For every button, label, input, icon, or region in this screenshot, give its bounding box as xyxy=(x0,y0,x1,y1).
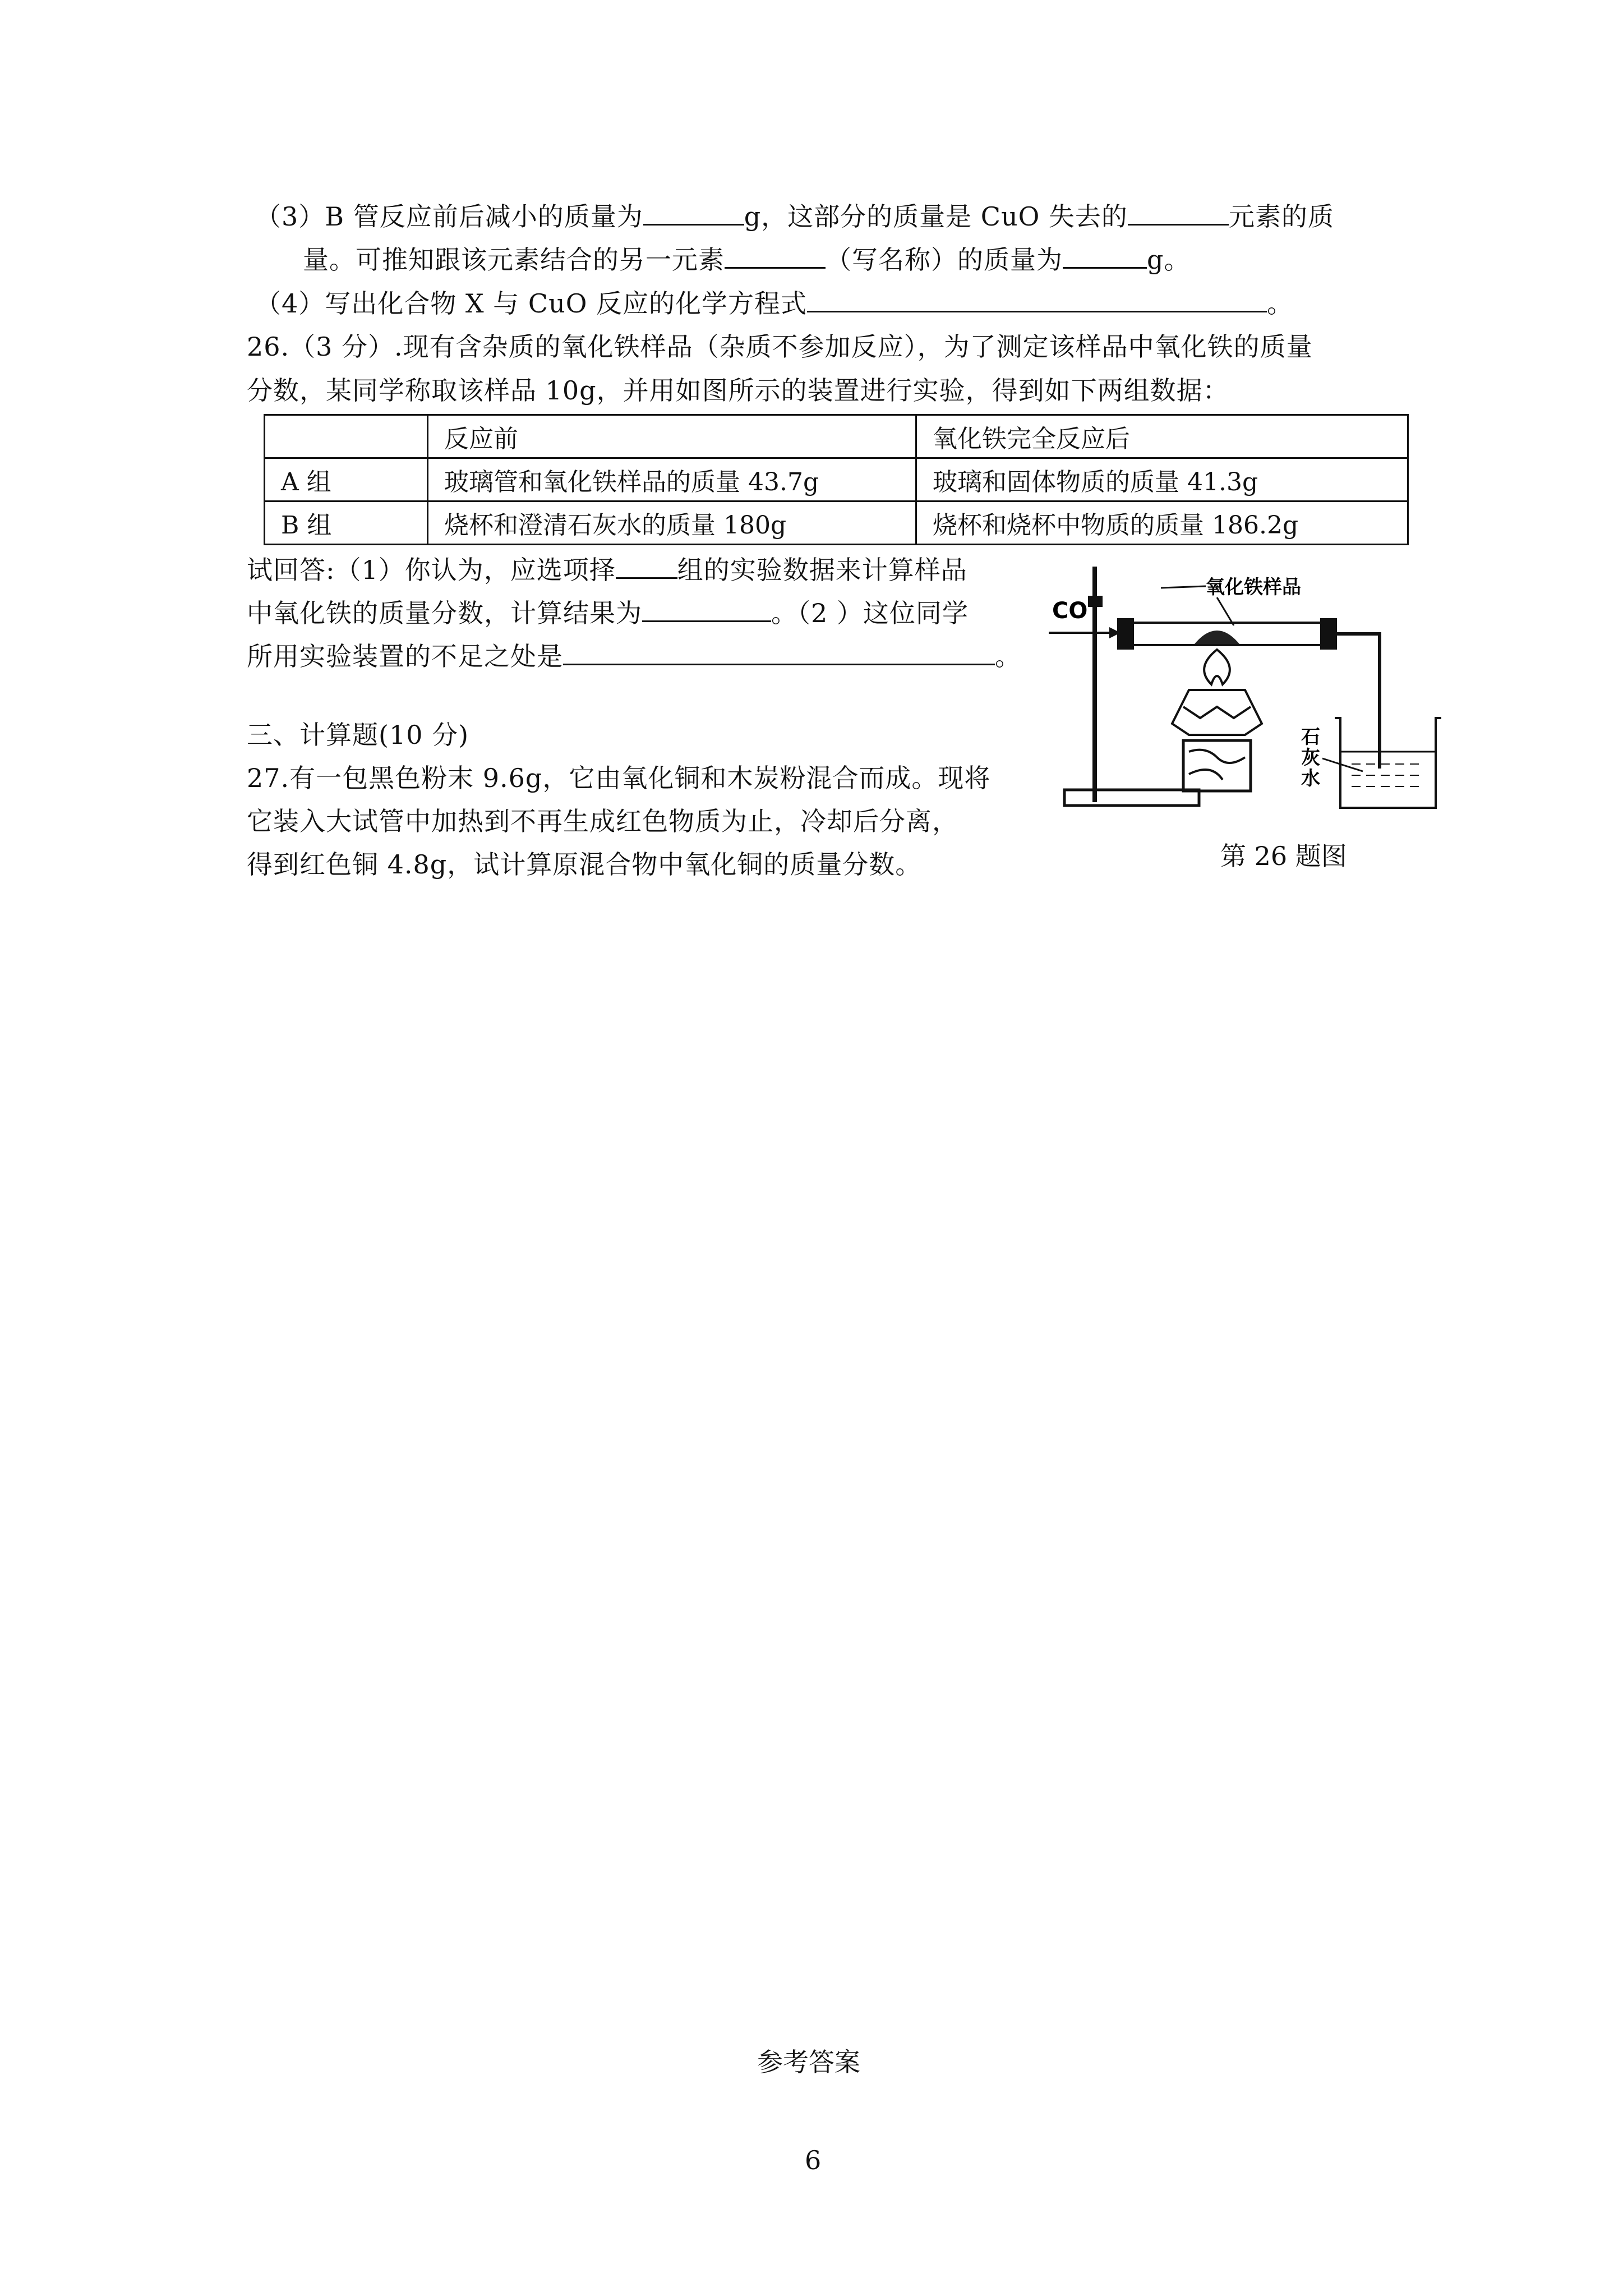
q25-part3-line2 xyxy=(303,242,1190,277)
table-cell: B 组 xyxy=(265,501,428,545)
q25-part3-line1 xyxy=(255,199,1334,233)
answer-blank[interactable] xyxy=(1063,242,1147,269)
stand-base xyxy=(1064,790,1199,806)
table-header-cell xyxy=(265,415,428,458)
q25-part3-text-d: 量。可推知跟该元素结合的另一元素 xyxy=(303,245,725,275)
tube-stopper-right xyxy=(1320,618,1337,650)
q26-intro-line1: 26.（3 分）.现有含杂质的氧化铁样品（杂质不参加反应），为了测定该样品中氧化铁的质量 xyxy=(247,332,1313,362)
section3-heading: 三、计算题(10 分) xyxy=(247,720,469,750)
answer-blank[interactable] xyxy=(643,199,744,226)
q25-part3-text-e: （写名称）的质量为 xyxy=(826,245,1063,275)
q25-part3-text-f: g。 xyxy=(1147,245,1191,275)
q25-part3-text-b: g，这部分的质量是 CuO 失去的 xyxy=(744,201,1128,232)
q26-answer-line2 xyxy=(247,596,969,630)
table-cell: 玻璃和固体物质的质量 41.3g xyxy=(916,458,1408,501)
iron-oxide-sample xyxy=(1195,631,1239,644)
burner-flame xyxy=(1204,650,1230,684)
answer-blank[interactable] xyxy=(1128,199,1229,226)
answer-blank[interactable] xyxy=(725,242,826,269)
block-texture xyxy=(1189,750,1245,780)
tube-stopper-left xyxy=(1117,618,1134,650)
q27-line: 得到红色铜 4.8g，试计算原混合物中氧化铜的质量分数。 xyxy=(247,849,922,880)
table-row xyxy=(265,501,1408,545)
figure-label-co: CO xyxy=(1052,598,1088,624)
stand-clamp xyxy=(1088,596,1103,607)
lamp-pattern xyxy=(1183,707,1251,718)
table-header-row xyxy=(265,415,1408,458)
answer-blank[interactable] xyxy=(642,596,771,622)
q26-answer-line3 xyxy=(247,639,1021,673)
answer-blank[interactable] xyxy=(563,639,995,665)
alcohol-lamp xyxy=(1172,690,1262,735)
lamp-block xyxy=(1183,740,1251,791)
figure-label-limewater: 灰 xyxy=(1301,747,1320,769)
label-leader-line xyxy=(1322,758,1363,771)
label-leader-line xyxy=(1161,586,1206,588)
figure-label-limewater: 水 xyxy=(1301,767,1320,790)
table-cell: 烧杯和烧杯中物质的质量 186.2g xyxy=(916,501,1408,545)
q26-answer-text: 。（2 ）这位同学 xyxy=(771,598,969,628)
reference-answer-heading: 参考答案 xyxy=(757,2047,860,2077)
answer-blank[interactable] xyxy=(616,553,677,579)
figure-label-sample: 氧化铁样品 xyxy=(1206,576,1301,599)
table-cell: A 组 xyxy=(265,458,428,501)
q26-answer-text: 中氧化铁的质量分数，计算结果为 xyxy=(247,598,642,628)
q27-line: 它装入大试管中加热到不再生成红色物质为止，冷却后分离， xyxy=(247,806,958,836)
page-number: 6 xyxy=(805,2145,822,2175)
q25-part4-text-b: 。 xyxy=(1267,288,1294,319)
q26-answer-text: 所用实验装置的不足之处是 xyxy=(247,641,563,671)
q26-answer-line1 xyxy=(247,553,967,587)
table-row xyxy=(265,458,1408,501)
table-cell: 玻璃管和氧化铁样品的质量 43.7g xyxy=(428,458,916,501)
apparatus-figure xyxy=(1049,555,1453,825)
q26-answer-text: 组的实验数据来计算样品 xyxy=(677,555,967,585)
q25-part4-line xyxy=(255,286,1293,320)
q25-part4-text-a: （4）写出化合物 X 与 CuO 反应的化学方程式 xyxy=(255,288,808,319)
q26-answer-text: 。 xyxy=(995,641,1021,671)
q27-line: 27.有一包黑色粉末 9.6g，它由氧化铜和木炭粉混合而成。现将 xyxy=(247,763,991,793)
figure-caption: 第 26 题图 xyxy=(1220,841,1347,871)
table-cell: 烧杯和澄清石灰水的质量 180g xyxy=(428,501,916,545)
outlet-pipe xyxy=(1337,634,1380,769)
q26-answer-text: 试回答:（1）你认为，应选项择 xyxy=(247,555,616,585)
q26-data-table xyxy=(264,414,1409,545)
answer-blank[interactable] xyxy=(807,286,1267,312)
table-header-cell: 氧化铁完全反应后 xyxy=(916,415,1408,458)
q25-part3-text-c: 元素的质 xyxy=(1228,201,1334,232)
label-leader-line xyxy=(1217,597,1234,625)
table-header-cell: 反应前 xyxy=(428,415,916,458)
q26-intro-line2: 分数，某同学称取该样品 10g，并用如图所示的装置进行实验，得到如下两组数据： xyxy=(247,375,1229,406)
beaker xyxy=(1335,718,1441,808)
figure-label-limewater: 石 xyxy=(1301,726,1320,748)
q25-part3-text-a: （3）B 管反应前后减小的质量为 xyxy=(255,201,643,232)
